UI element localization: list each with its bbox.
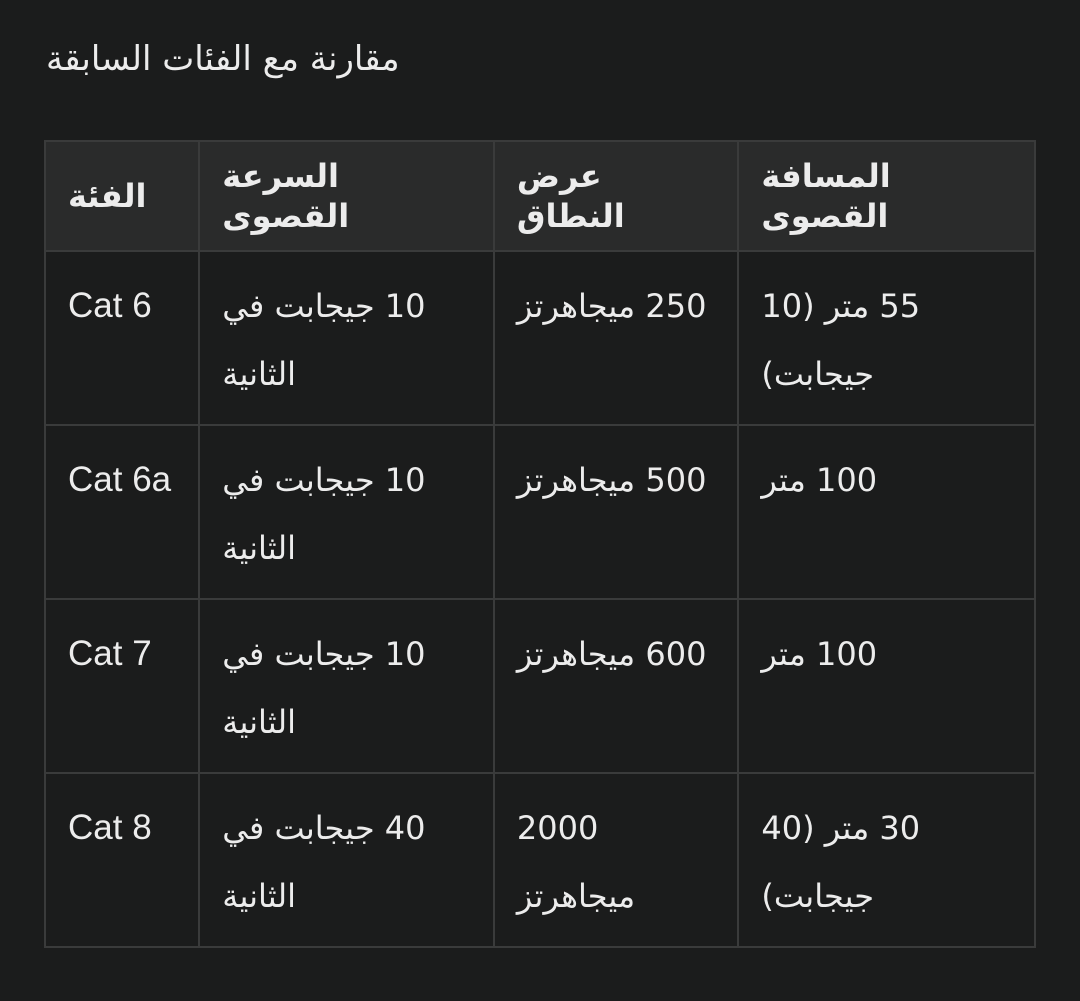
comparison-table-container: [44, 140, 1036, 966]
cell-bandwidth: 250 ميجاهرتز: [494, 251, 738, 425]
cell-max-speed: 10 جيجابت في الثانية: [199, 251, 494, 425]
cell-max-distance: 100 متر: [738, 425, 1035, 599]
cell-max-distance: 100 متر: [738, 599, 1035, 773]
table-row: [45, 251, 1035, 425]
cell-max-distance: 30 متر (40 جيجابت): [738, 773, 1035, 947]
cell-max-speed: 40 جيجابت في الثانية: [199, 773, 494, 947]
header-max-speed: السرعة القصوى: [199, 141, 494, 251]
cell-bandwidth: 500 ميجاهرتز: [494, 425, 738, 599]
cell-bandwidth: 600 ميجاهرتز: [494, 599, 738, 773]
table-row: [45, 773, 1035, 947]
cell-max-speed: 10 جيجابت في الثانية: [199, 599, 494, 773]
cell-category: Cat 7: [45, 599, 199, 773]
cell-bandwidth: 2000 ميجاهرتز: [494, 773, 738, 947]
header-category: الفئة: [45, 141, 199, 251]
cell-category: Cat 8: [45, 773, 199, 947]
comparison-table: [44, 140, 1036, 948]
cell-category: Cat 6a: [45, 425, 199, 599]
cell-max-speed: 10 جيجابت في الثانية: [199, 425, 494, 599]
page-heading: مقارنة مع الفئات السابقة: [46, 39, 400, 79]
cell-category: Cat 6: [45, 251, 199, 425]
table-row: [45, 425, 1035, 599]
header-max-distance: المسافة القصوى: [738, 141, 1035, 251]
table-header-row: [45, 141, 1035, 251]
header-bandwidth: عرض النطاق: [494, 141, 738, 251]
cell-max-distance: 55 متر (10 جيجابت): [738, 251, 1035, 425]
table-row: [45, 599, 1035, 773]
